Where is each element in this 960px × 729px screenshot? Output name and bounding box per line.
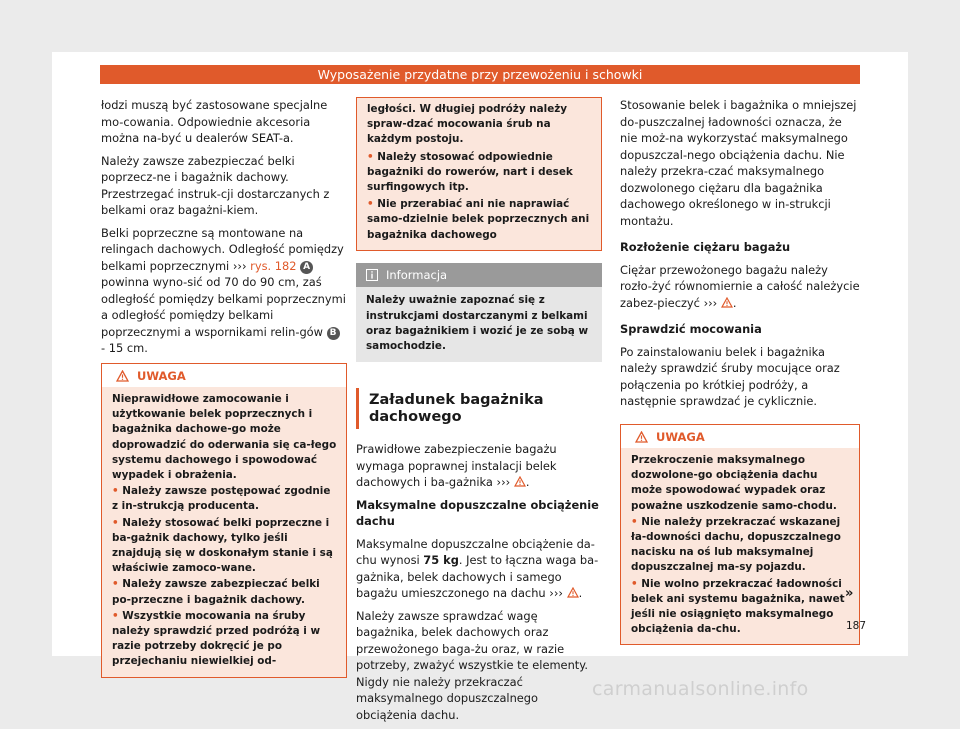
paragraph: Maksymalne dopuszczalne obciążenie da-chu wynosi 75 kg. Jest to łączna waga ba-gażnika, belek dachowych i samego bagażu umieszczonego na dachu ››› . <box>356 536 599 601</box>
warning-title: UWAGA <box>137 368 186 383</box>
column-2 <box>356 97 602 729</box>
section-title: Załadunek bagażnika dachowego <box>356 388 602 429</box>
bullet-icon: • <box>631 515 638 528</box>
watermark: carmanualsonline.info <box>592 678 809 700</box>
max-load-value: 75 kg <box>423 553 459 568</box>
warning-body <box>621 448 859 644</box>
ref-arrows: ››› <box>549 586 563 601</box>
figure-reference-link[interactable]: rys. 182 <box>250 258 297 273</box>
warning-header <box>621 425 859 449</box>
warning-triangle-icon[interactable] <box>514 476 526 487</box>
paragraph: Belki poprzeczne są montowane na relingach dachowych. Odległość pomiędzy belkami poprzecznymi ››› rys. 182 A powinna wyno-sić od 70 do 90 cm, zaś odległość pomiędzy belkami poprzecznymi a odległość pomiędzy belkami poprzecznymi a wspornikami relin-gów B - 15 cm. <box>101 225 346 355</box>
column-3 <box>620 97 860 645</box>
warning-triangle-icon <box>116 370 129 382</box>
warning-intro: Nieprawidłowe zamocowanie i użytkowanie belek poprzecznych i bagażnika dachowe-go może doprowadzić do oderwania się ca-łego systemu dachowego i spowodować wypadek i obrażenia. <box>112 393 337 482</box>
info-title: Informacja <box>386 267 448 282</box>
warning-triangle-icon[interactable] <box>567 587 579 598</box>
warning-bullet: • Nie przerabiać ani nie naprawiać samo-dzielnie belek poprzecznych ani bagażnika dachowego <box>367 198 590 241</box>
paragraph: Ciężar przewożonego bagażu należy rozło-żyć równomiernie a całość należycie zabez-pieczyć ››› . <box>620 262 860 310</box>
info-body: Należy uważnie zapoznać się z instrukcjami dostarczanymi z belkami oraz bagażnikiem i wozić je ze sobą w samochodzie. <box>366 294 589 352</box>
warning-title: UWAGA <box>656 429 705 444</box>
warning-triangle-icon[interactable] <box>721 297 733 308</box>
paragraph: łodzi muszą być zastosowane specjalne mo-cowania. Odpowiednie akcesoria można na-być u dealerów SEAT-a. <box>101 98 328 145</box>
bullet-icon: • <box>631 577 638 590</box>
marker-b: B <box>327 327 340 340</box>
warning-header <box>102 364 346 388</box>
warning-box <box>101 363 347 678</box>
info-header <box>356 263 602 288</box>
warning-bullet: • Należy zawsze zabezpieczać belki po-przeczne i bagażnik dachowy. <box>112 578 320 606</box>
subheading: Sprawdzić mocowania <box>620 322 762 336</box>
ref-arrows: ››› <box>496 475 511 490</box>
paragraph: Po zainstalowaniu belek i bagażnika należy sprawdzić śruby mocujące oraz połączenia po krótkiej podróży, a następnie sprawdzać je cyklicznie. <box>620 344 840 408</box>
ref-arrows: ››› <box>703 295 718 310</box>
warning-continuation-box: ległości. W długiej podróży należy spraw-dzać mocowania śrub na każdym postoju. • Należy stosować odpowiednie bagażniki do rowerów, nart i desek surfingowych itp. • Nie przerabiać ani nie naprawiać samo-dzielnie belek poprzecznych ani bagażnika dachowego <box>356 97 602 251</box>
warning-intro: Przekroczenie maksymalnego dozwolone-go obciążenia dachu może spowodować wypadek oraz poważne uszkodzenie samo-chodu. <box>631 454 837 512</box>
warning-bullet: • Należy zawsze postępować zgodnie z in-strukcją producenta. <box>112 485 331 513</box>
bullet-icon: • <box>112 578 119 591</box>
bullet-icon: • <box>112 516 119 529</box>
paragraph: Stosowanie belek i bagażnika o mniejszej do-puszczalnej ładowności oznacza, że nie moż-na wykorzystać maksymalnego dopuszczal-nego obciążenia dachu. Nie należy przekra-czać maksymalnego dozwolonego ciężaru dla bagażnika dachowego określonego w in-strukcji montażu. <box>620 98 857 228</box>
ref-arrows: ››› <box>232 258 247 273</box>
warning-box <box>620 424 860 646</box>
bullet-icon: • <box>112 485 119 498</box>
page-number: 187 <box>846 620 867 632</box>
warning-bullet: • Należy stosować odpowiednie bagażniki do rowerów, nart i desek surfingowych itp. <box>367 150 573 194</box>
bullet-icon: • <box>367 198 374 211</box>
page-header: Wyposażenie przydatne przy przewożeniu i schowki <box>100 65 860 84</box>
bullet-icon: • <box>367 150 374 163</box>
paragraph: Należy zawsze sprawdzać wagę bagażnika, belek dachowych oraz przewożonego baga-żu oraz, w razie potrzeby, zważyć wszystkie te elementy. Nigdy nie należy przekraczać maksymalnego dopuszczalnego obciążenia dachu. <box>356 608 588 722</box>
warning-bullet: • Nie należy przekraczać wskazanej ła-downości dachu, dopuszczalnego nacisku na oś lub maksymalnej dopuszczalnej ma-sy pojazdu. <box>631 515 841 574</box>
warning-bullet: • Wszystkie mocowania na śruby należy sprawdzić przed podróżą i w razie potrzeby dokręcić je po przejechaniu niewielkiej od- <box>112 609 321 668</box>
info-box <box>356 263 602 362</box>
bullet-icon: • <box>112 609 119 622</box>
warning-bullet: • Nie wolno przekraczać ładowności belek ani systemu bagażnika, nawet jeśli nie osiągnięto maksymalnego obciążenia da-chu. <box>631 577 845 636</box>
column-1 <box>101 97 347 678</box>
warning-bullet: • Należy stosować belki poprzeczne i ba-gażnik dachowy, tylko jeśli znajdują się w doskonałym stanie i są właściwie zamoco-wane. <box>112 516 333 575</box>
subheading: Maksymalne dopuszczalne obciążenie dachu <box>356 497 599 529</box>
warning-body <box>102 387 346 677</box>
info-icon <box>366 269 378 281</box>
warning-triangle-icon <box>635 431 648 443</box>
continuation-arrow: » <box>845 586 854 601</box>
marker-a: A <box>300 261 313 274</box>
paragraph: Należy zawsze zabezpieczać belki poprzecz-ne i bagażnik dachowy. Przestrzegać instruk-cji dostarczanych z belkami oraz bagażni-kiem. <box>101 153 330 217</box>
subheading: Rozłożenie ciężaru bagażu <box>620 240 791 254</box>
paragraph: Prawidłowe zabezpieczenie bagażu wymaga poprawnej instalacji belek dachowych i ba-gażnika ››› . <box>356 442 557 490</box>
